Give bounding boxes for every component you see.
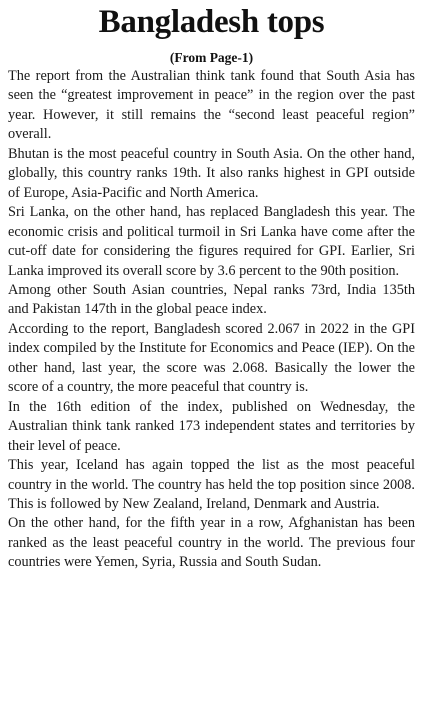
paragraph-16th-edition: In the 16th edition of the index, published on Wednesday, the Australian think tank ranked 173 independent states and territories by their level of peace. bbox=[8, 398, 415, 454]
continued-from-label: (From Page-1) bbox=[169, 50, 254, 65]
paragraph-afghanistan: On the other hand, for the fifth year in a row, Afghanistan has been ranked as the least peaceful country in the world. The previous four countries were Yemen, Syria, Russia and South Sudan. bbox=[8, 515, 415, 571]
paragraph-south-asian-rankings: Among other South Asian countries, Nepal ranks 73rd, India 135th and Pakistan 147th in the global peace index. bbox=[8, 281, 415, 318]
article-headline: Bangladesh tops bbox=[98, 4, 325, 40]
paragraph-bhutan: Bhutan is the most peaceful country in South Asia. On the other hand, globally, this country ranks 19th. It also ranks highest in GPI outside of Europe, Asia-Pacific and North America. bbox=[8, 145, 415, 201]
article-body bbox=[8, 67, 415, 573]
paragraph-iceland: This year, Iceland has again topped the list as the most peaceful country in the world. The country has held the top position since 2008. This is followed by New Zealand, Ireland, Denmark and Austria. bbox=[8, 457, 415, 512]
paragraph-bangladesh-score: According to the report, Bangladesh scored 2.067 in 2022 in the GPI index compiled by the Institute for Economics and Peace (IEP). On the other hand, last year, the score was 2.068. Basically the lower the score of a country, the more peaceful that country is. bbox=[8, 320, 415, 396]
paragraph-sri-lanka: Sri Lanka, on the other hand, has replaced Bangladesh this year. The economic crisis and political turmoil in Sri Lanka have come after the cut-off date for considering the figures required for GPI. Earlier, Sri Lanka improved its overall score by 3.6 percent to the 90th position. bbox=[8, 204, 415, 279]
paragraph-south-asia-improvement: The report from the Australian think tank found that South Asia has seen the “greatest improvement in peace” in the region over the past year. However, it still remains the “second least peaceful region” overall. bbox=[8, 68, 415, 143]
